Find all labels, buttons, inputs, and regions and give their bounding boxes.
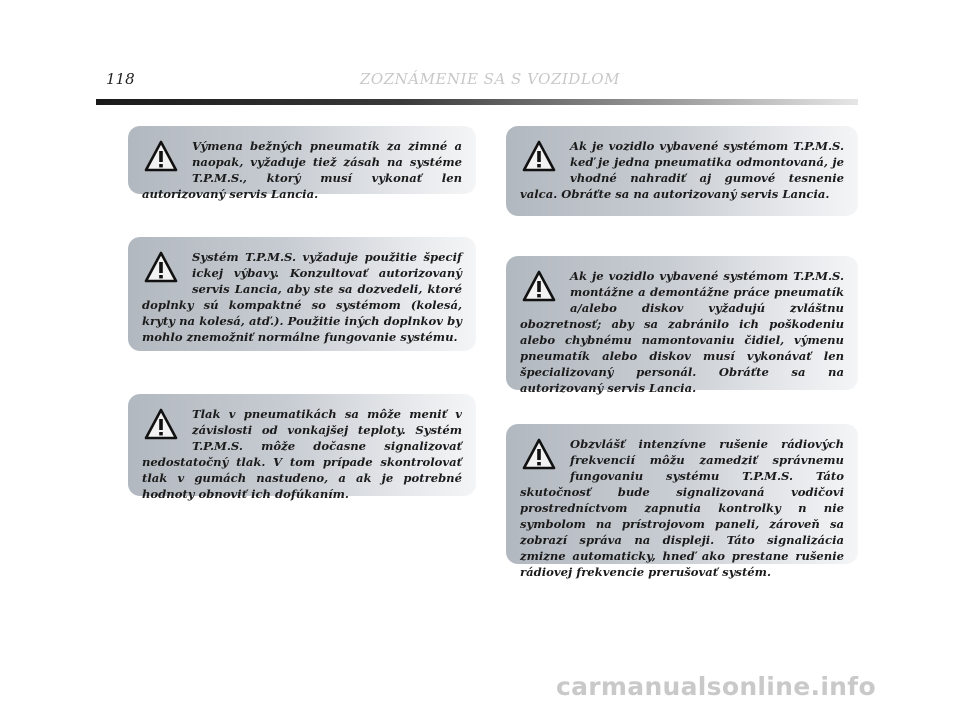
warning-text: Systém T.P.M.S. vyžaduje použitie špecif ickej výbavy. Konzultovať autorizovaný servis Lancia, aby ste sa dozvedeli, ktoré doplnky sú kompaktné so systémom (kolesá, kryty na kolesá, atď.). Použitie iných doplnkov by mohlo znemožniť normálne fungovanie systému. [142, 250, 462, 344]
warning-text: Tlak v pneumatikách sa môže meniť v závislosti od vonkajšej teploty. Systém T.P.M.S. môže dočasne signalizovať nedostatočný tlak. V tom prípade skontrolovať tlak v gumách nastudeno, a ak je potrebné hodnoty obnoviť ich dofúkaním. [142, 407, 462, 501]
warning-text: Ak je vozidlo vybavené systémom T.P.M.S. montážne a demontážne práce pneumatík a/alebo diskov vyžadujú zvláštnu obozretnosť; aby sa zabránilo ich poškodeniu alebo chybnému namontovaniu čidiel, výmenu pneumatík alebo diskov musí vykonávať len špecializovaný personál. Obráťte sa na autorizovaný servis Lancia. [520, 269, 844, 395]
warning-box-equipment [128, 237, 476, 351]
warning-box-tire-change [128, 126, 476, 201]
page-number: 118 [106, 70, 135, 88]
warning-box-radio-interference [506, 424, 858, 579]
footer-watermark: carmanualsonline.info [556, 672, 876, 701]
warning-text: Výmena bežných pneumatík za zimné a naopak, vyžaduje tiež zásah na systéme T.P.M.S., ktorý musí vykonať len autorizovaný servis Lancia. [142, 139, 462, 201]
warning-triangle-icon [522, 270, 556, 302]
header-rule [96, 99, 858, 105]
warning-text: Obzvlášť intenzívne rušenie rádiových frekvencií môžu zamedziť správnemu fungovaniu systému T.P.M.S. Táto skutočnosť bude signalizovaná vodičovi prostredníctvom zapnutia kontrolky n nie symbolom na prístrojovom paneli, zároveň sa zobrazí správa na displeji. Táto signalizácia zmizne automaticky, hneď ako prestane rušenie rádiovej frekvencie prerušovať systém. [520, 437, 844, 579]
warning-box-pressure [128, 394, 476, 501]
section-title: ZOZNÁMENIE SA S VOZIDLOM [360, 70, 620, 88]
warning-triangle-icon [522, 140, 556, 172]
warning-triangle-icon [144, 140, 178, 172]
warning-triangle-icon [144, 408, 178, 440]
warning-triangle-icon [522, 438, 556, 470]
warning-box-valve-seal [506, 126, 858, 216]
warning-triangle-icon [144, 251, 178, 283]
warning-box-mounting [506, 256, 858, 395]
warning-text: Ak je vozidlo vybavené systémom T.P.M.S. keď je jedna pneumatika odmontovaná, je vhodné nahradiť aj gumové tesnenie valca. Obráťte sa na autorizovaný servis Lancia. [520, 139, 844, 201]
